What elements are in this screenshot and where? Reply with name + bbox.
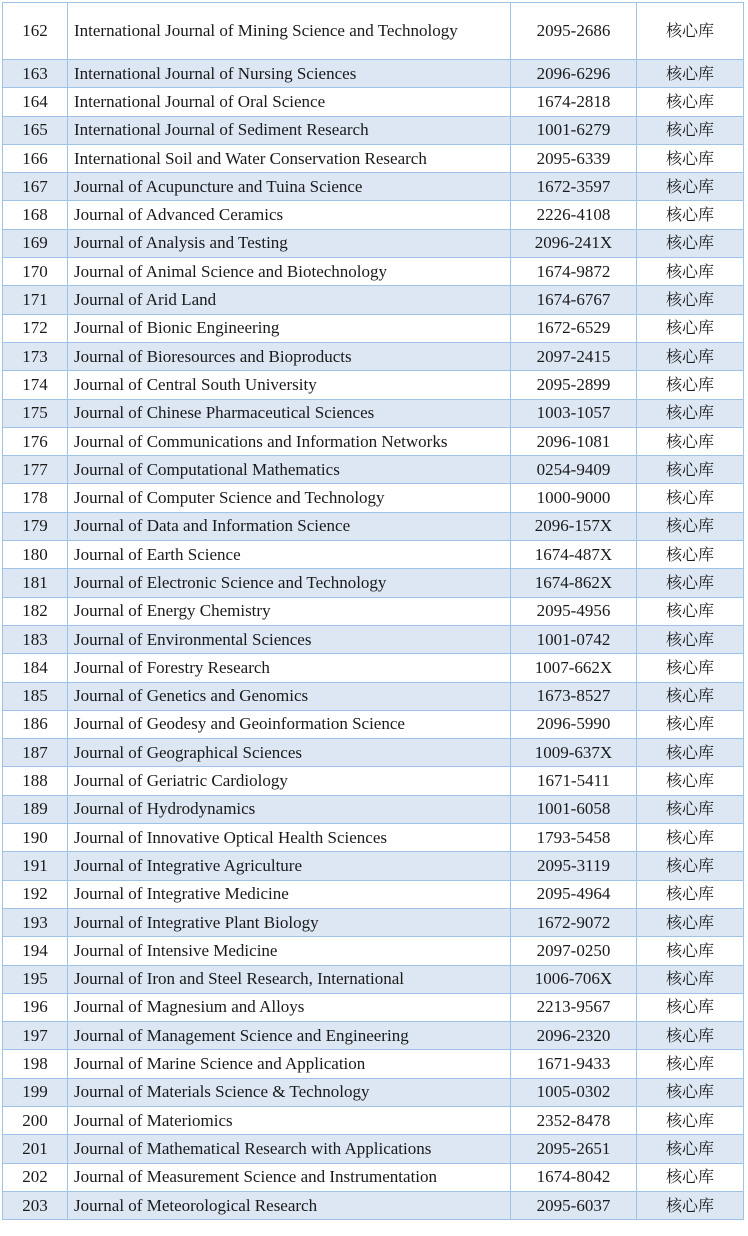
table-row <box>3 795 744 823</box>
journal-category: 核心库 <box>637 1106 744 1134</box>
row-number: 176 <box>3 427 68 455</box>
table-row <box>3 1050 744 1078</box>
journal-issn: 2095-4956 <box>511 597 637 625</box>
table-row <box>3 625 744 653</box>
journal-category: 核心库 <box>637 795 744 823</box>
journal-title: Journal of Chinese Pharmaceutical Sciences <box>68 399 511 427</box>
journal-category: 核心库 <box>637 682 744 710</box>
journal-issn: 2096-6296 <box>511 60 637 88</box>
journal-title: Journal of Genetics and Genomics <box>68 682 511 710</box>
table-row <box>3 229 744 257</box>
journal-category: 核心库 <box>637 1050 744 1078</box>
journal-title: Journal of Geodesy and Geoinformation Science <box>68 710 511 738</box>
journal-category: 核心库 <box>637 739 744 767</box>
journal-issn: 1003-1057 <box>511 399 637 427</box>
journal-category: 核心库 <box>637 144 744 172</box>
journal-title: Journal of Bioresources and Bioproducts <box>68 342 511 370</box>
table-row <box>3 767 744 795</box>
journal-issn: 2095-3119 <box>511 852 637 880</box>
journal-issn: 1672-9072 <box>511 908 637 936</box>
table-row <box>3 512 744 540</box>
table-row <box>3 484 744 512</box>
journal-category: 核心库 <box>637 201 744 229</box>
journal-category: 核心库 <box>637 880 744 908</box>
row-number: 186 <box>3 710 68 738</box>
table-row <box>3 1022 744 1050</box>
journal-issn: 1674-862X <box>511 569 637 597</box>
table-row <box>3 1135 744 1163</box>
journal-issn: 1000-9000 <box>511 484 637 512</box>
journal-title: Journal of Electronic Science and Technology <box>68 569 511 597</box>
table-row <box>3 116 744 144</box>
journal-title: Journal of Innovative Optical Health Sciences <box>68 824 511 852</box>
journal-table <box>2 2 744 1220</box>
journal-title: Journal of Animal Science and Biotechnology <box>68 258 511 286</box>
journal-title: Journal of Marine Science and Application <box>68 1050 511 1078</box>
table-row <box>3 569 744 597</box>
row-number: 189 <box>3 795 68 823</box>
journal-category: 核心库 <box>637 654 744 682</box>
table-row <box>3 399 744 427</box>
journal-category: 核心库 <box>637 88 744 116</box>
journal-category: 核心库 <box>637 597 744 625</box>
row-number: 185 <box>3 682 68 710</box>
journal-issn: 2096-157X <box>511 512 637 540</box>
journal-category: 核心库 <box>637 937 744 965</box>
row-number: 163 <box>3 60 68 88</box>
table-row <box>3 541 744 569</box>
journal-issn: 2095-2651 <box>511 1135 637 1163</box>
journal-issn: 2095-4964 <box>511 880 637 908</box>
table-row <box>3 710 744 738</box>
table-row <box>3 456 744 484</box>
journal-issn: 2097-0250 <box>511 937 637 965</box>
journal-title: Journal of Energy Chemistry <box>68 597 511 625</box>
row-number: 168 <box>3 201 68 229</box>
journal-issn: 1674-6767 <box>511 286 637 314</box>
journal-issn: 1671-5411 <box>511 767 637 795</box>
table-row <box>3 371 744 399</box>
journal-category: 核心库 <box>637 1191 744 1219</box>
journal-category: 核心库 <box>637 710 744 738</box>
table-row <box>3 1163 744 1191</box>
journal-title: Journal of Data and Information Science <box>68 512 511 540</box>
table-row <box>3 597 744 625</box>
journal-issn: 1007-662X <box>511 654 637 682</box>
table-row <box>3 993 744 1021</box>
journal-category: 核心库 <box>637 399 744 427</box>
journal-title: Journal of Integrative Medicine <box>68 880 511 908</box>
journal-title: International Journal of Nursing Sciences <box>68 60 511 88</box>
journal-category: 核心库 <box>637 569 744 597</box>
row-number: 195 <box>3 965 68 993</box>
journal-title: Journal of Environmental Sciences <box>68 625 511 653</box>
row-number: 177 <box>3 456 68 484</box>
table-row <box>3 682 744 710</box>
row-number: 171 <box>3 286 68 314</box>
journal-issn: 1674-2818 <box>511 88 637 116</box>
journal-category: 核心库 <box>637 767 744 795</box>
row-number: 175 <box>3 399 68 427</box>
journal-title: Journal of Arid Land <box>68 286 511 314</box>
journal-issn: 1006-706X <box>511 965 637 993</box>
journal-title: Journal of Analysis and Testing <box>68 229 511 257</box>
journal-issn: 1001-6058 <box>511 795 637 823</box>
journal-title: Journal of Geographical Sciences <box>68 739 511 767</box>
journal-issn: 0254-9409 <box>511 456 637 484</box>
table-row <box>3 908 744 936</box>
table-row <box>3 937 744 965</box>
row-number: 184 <box>3 654 68 682</box>
journal-table-body <box>3 3 744 1220</box>
journal-issn: 1672-6529 <box>511 314 637 342</box>
journal-title: International Soil and Water Conservation Research <box>68 144 511 172</box>
row-number: 166 <box>3 144 68 172</box>
journal-issn: 1674-487X <box>511 541 637 569</box>
row-number: 180 <box>3 541 68 569</box>
journal-issn: 1793-5458 <box>511 824 637 852</box>
table-row <box>3 1106 744 1134</box>
journal-title: Journal of Measurement Science and Instrumentation <box>68 1163 511 1191</box>
journal-issn: 1672-3597 <box>511 173 637 201</box>
table-row <box>3 427 744 455</box>
row-number: 193 <box>3 908 68 936</box>
journal-category: 核心库 <box>637 908 744 936</box>
journal-category: 核心库 <box>637 541 744 569</box>
journal-title: Journal of Meteorological Research <box>68 1191 511 1219</box>
journal-issn: 2095-6037 <box>511 1191 637 1219</box>
journal-issn: 1671-9433 <box>511 1050 637 1078</box>
table-row <box>3 60 744 88</box>
journal-issn: 2095-2686 <box>511 3 637 60</box>
journal-issn: 1674-8042 <box>511 1163 637 1191</box>
journal-issn: 2096-1081 <box>511 427 637 455</box>
journal-title: Journal of Intensive Medicine <box>68 937 511 965</box>
journal-category: 核心库 <box>637 484 744 512</box>
row-number: 187 <box>3 739 68 767</box>
table-row <box>3 144 744 172</box>
row-number: 202 <box>3 1163 68 1191</box>
journal-title: Journal of Advanced Ceramics <box>68 201 511 229</box>
journal-title: Journal of Hydrodynamics <box>68 795 511 823</box>
row-number: 174 <box>3 371 68 399</box>
journal-category: 核心库 <box>637 993 744 1021</box>
row-number: 178 <box>3 484 68 512</box>
row-number: 181 <box>3 569 68 597</box>
journal-category: 核心库 <box>637 1135 744 1163</box>
row-number: 196 <box>3 993 68 1021</box>
row-number: 172 <box>3 314 68 342</box>
row-number: 197 <box>3 1022 68 1050</box>
journal-title: Journal of Mathematical Research with Applications <box>68 1135 511 1163</box>
journal-category: 核心库 <box>637 116 744 144</box>
journal-title: International Journal of Sediment Research <box>68 116 511 144</box>
row-number: 200 <box>3 1106 68 1134</box>
journal-title: Journal of Bionic Engineering <box>68 314 511 342</box>
journal-category: 核心库 <box>637 173 744 201</box>
table-row <box>3 880 744 908</box>
row-number: 173 <box>3 342 68 370</box>
journal-title: Journal of Acupuncture and Tuina Science <box>68 173 511 201</box>
row-number: 182 <box>3 597 68 625</box>
row-number: 162 <box>3 3 68 60</box>
journal-title: International Journal of Oral Science <box>68 88 511 116</box>
journal-title: International Journal of Mining Science and Technology <box>68 3 511 60</box>
row-number: 188 <box>3 767 68 795</box>
journal-title: Journal of Magnesium and Alloys <box>68 993 511 1021</box>
journal-title: Journal of Management Science and Engineering <box>68 1022 511 1050</box>
journal-category: 核心库 <box>637 1163 744 1191</box>
journal-title: Journal of Central South University <box>68 371 511 399</box>
row-number: 183 <box>3 625 68 653</box>
journal-issn: 1009-637X <box>511 739 637 767</box>
table-row <box>3 3 744 60</box>
table-row <box>3 965 744 993</box>
journal-category: 核心库 <box>637 229 744 257</box>
journal-issn: 2096-5990 <box>511 710 637 738</box>
journal-category: 核心库 <box>637 965 744 993</box>
journal-title: Journal of Computational Mathematics <box>68 456 511 484</box>
journal-title: Journal of Computer Science and Technology <box>68 484 511 512</box>
journal-title: Journal of Earth Science <box>68 541 511 569</box>
journal-issn: 1674-9872 <box>511 258 637 286</box>
table-row <box>3 852 744 880</box>
journal-issn: 2095-2899 <box>511 371 637 399</box>
row-number: 170 <box>3 258 68 286</box>
journal-category: 核心库 <box>637 60 744 88</box>
table-row <box>3 258 744 286</box>
journal-title: Journal of Materiomics <box>68 1106 511 1134</box>
journal-issn: 1001-0742 <box>511 625 637 653</box>
journal-category: 核心库 <box>637 1022 744 1050</box>
table-row <box>3 201 744 229</box>
row-number: 169 <box>3 229 68 257</box>
journal-issn: 2097-2415 <box>511 342 637 370</box>
row-number: 179 <box>3 512 68 540</box>
table-row <box>3 314 744 342</box>
journal-title: Journal of Forestry Research <box>68 654 511 682</box>
table-row <box>3 739 744 767</box>
journal-category: 核心库 <box>637 314 744 342</box>
table-row <box>3 824 744 852</box>
row-number: 190 <box>3 824 68 852</box>
row-number: 203 <box>3 1191 68 1219</box>
journal-category: 核心库 <box>637 3 744 60</box>
row-number: 192 <box>3 880 68 908</box>
table-row <box>3 286 744 314</box>
journal-category: 核心库 <box>637 824 744 852</box>
journal-category: 核心库 <box>637 456 744 484</box>
row-number: 167 <box>3 173 68 201</box>
table-row <box>3 654 744 682</box>
journal-category: 核心库 <box>637 512 744 540</box>
journal-issn: 1001-6279 <box>511 116 637 144</box>
journal-category: 核心库 <box>637 342 744 370</box>
journal-category: 核心库 <box>637 852 744 880</box>
journal-category: 核心库 <box>637 371 744 399</box>
journal-title: Journal of Integrative Plant Biology <box>68 908 511 936</box>
row-number: 199 <box>3 1078 68 1106</box>
journal-category: 核心库 <box>637 625 744 653</box>
journal-issn: 2096-2320 <box>511 1022 637 1050</box>
journal-title: Journal of Materials Science & Technology <box>68 1078 511 1106</box>
journal-issn: 1673-8527 <box>511 682 637 710</box>
row-number: 164 <box>3 88 68 116</box>
journal-category: 核心库 <box>637 1078 744 1106</box>
journal-title: Journal of Iron and Steel Research, International <box>68 965 511 993</box>
journal-category: 核心库 <box>637 258 744 286</box>
journal-title: Journal of Integrative Agriculture <box>68 852 511 880</box>
table-row <box>3 88 744 116</box>
table-row <box>3 173 744 201</box>
journal-title: Journal of Communications and Information Networks <box>68 427 511 455</box>
row-number: 201 <box>3 1135 68 1163</box>
row-number: 194 <box>3 937 68 965</box>
journal-issn: 2226-4108 <box>511 201 637 229</box>
table-row <box>3 1078 744 1106</box>
journal-category: 核心库 <box>637 286 744 314</box>
row-number: 191 <box>3 852 68 880</box>
journal-issn: 2096-241X <box>511 229 637 257</box>
row-number: 198 <box>3 1050 68 1078</box>
journal-issn: 2352-8478 <box>511 1106 637 1134</box>
journal-title: Journal of Geriatric Cardiology <box>68 767 511 795</box>
journal-issn: 2213-9567 <box>511 993 637 1021</box>
journal-category: 核心库 <box>637 427 744 455</box>
row-number: 165 <box>3 116 68 144</box>
journal-issn: 2095-6339 <box>511 144 637 172</box>
table-row <box>3 1191 744 1219</box>
table-row <box>3 342 744 370</box>
journal-issn: 1005-0302 <box>511 1078 637 1106</box>
